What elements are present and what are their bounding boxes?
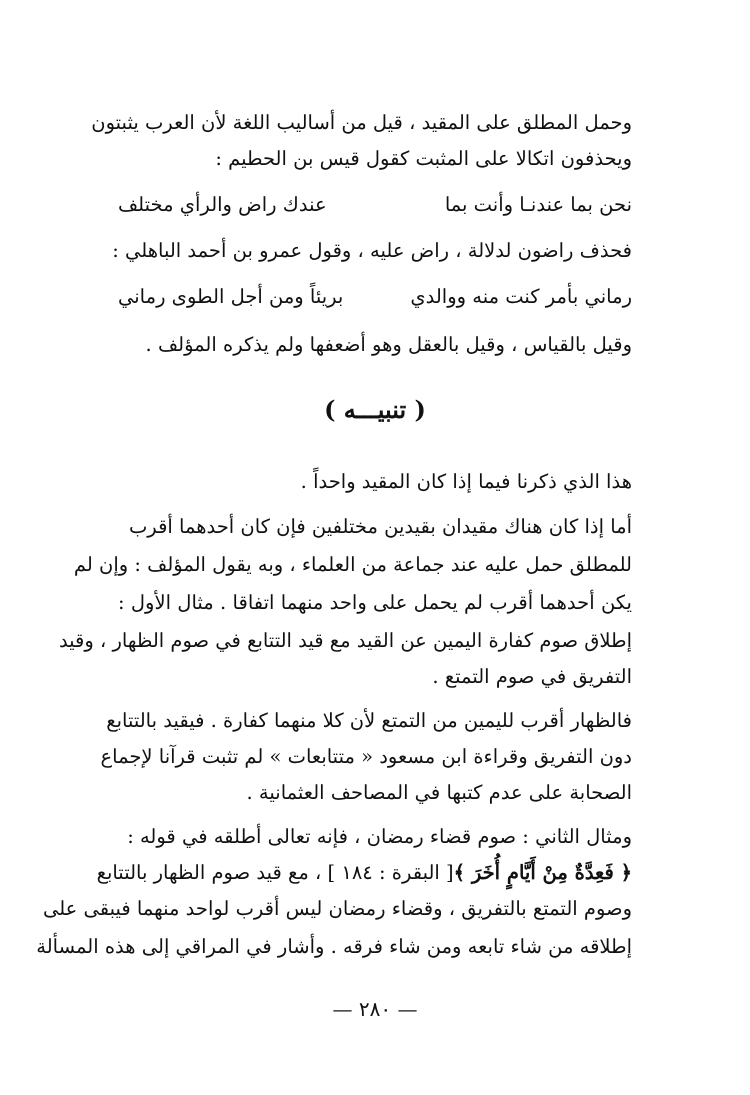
- verse-hemistich-second: بريئاً ومن أجل الطوى رماني: [118, 285, 344, 308]
- paragraph-line: وحمل المطلق على المقيد ، قيل من أساليب اللغة لأن العرب يثبتون: [91, 111, 632, 134]
- paragraph-line: ومثال الثاني : صوم قضاء رمضان ، فإنه تعالى أطلقه في قوله :: [127, 825, 632, 848]
- paragraph-line: فحذف راضون لدلالة ، راض عليه ، وقول عمرو بن أحمد الباهلي :: [112, 239, 632, 262]
- poem-verse: [118, 190, 632, 220]
- paragraph-line: إطلاق صوم كفارة اليمين عن القيد مع قيد التتابع في صوم الظهار ، وقيد: [58, 629, 632, 652]
- paragraph-line: التفريق في صوم التمتع .: [432, 665, 632, 688]
- paragraph-line: وصوم التمتع بالتفريق ، وقضاء رمضان ليس أقرب لواحد منهما فيبقى على: [42, 897, 632, 920]
- paragraph-line: دون التفريق وقراءة ابن مسعود « متتابعات » لم تثبت قرآنا لإجماع: [100, 745, 632, 768]
- paragraph-line: للمطلق حمل عليه عند جماعة من العلماء ، وبه يقول المؤلف : وإن لم: [73, 553, 632, 576]
- poem-verse: [118, 282, 632, 312]
- quran-verse: ﴿ فَعِدَّةٌ مِنْ أَيَّامٍ أُخَرَ ﴾: [453, 861, 632, 884]
- paragraph-line: أما إذا كان هناك مقيدان بقيدين مختلفين فإن كان أحدهما أقرب: [128, 515, 632, 538]
- paragraph-line: [96, 858, 632, 888]
- verse-hemistich-first: نحن بما عندنـا وأنت بما: [444, 193, 632, 216]
- paragraph-line: وقيل بالقياس ، وقيل بالعقل وهو أضعفها ولم يذكره المؤلف .: [145, 333, 632, 356]
- verse-hemistich-second: عندك راض والرأي مختلف: [118, 193, 327, 216]
- paragraph-line: الصحابة على عدم كتبها في المصاحف العثمانية .: [246, 781, 632, 804]
- paragraph-line: إطلاقه من شاء تابعه ومن شاء فرقه . وأشار في المراقي إلى هذه المسألة: [36, 935, 632, 958]
- section-heading: ( تنبيـــه ): [324, 395, 426, 424]
- paragraph-line: ويحذفون اتكالا على المثبت كقول قيس بن الحطيم :: [215, 147, 632, 170]
- verse-hemistich-first: رماني بأمر كنت منه ووالدي: [410, 285, 632, 308]
- paragraph-line: يكن أحدهما أقرب لم يحمل على واحد منهما اتفاقا . مثال الأول :: [118, 591, 632, 614]
- quran-reference-text: [ البقرة : ١٨٤ ] ، مع قيد صوم الظهار بالتتابع: [96, 861, 454, 884]
- paragraph-line: فالظهار أقرب لليمين من التمتع لأن كلا منهما كفارة . فيقيد بالتتابع: [106, 709, 632, 732]
- page-number: — ٢٨٠ —: [332, 997, 418, 1021]
- paragraph-line: هذا الذي ذكرنا فيما إذا كان المقيد واحداً .: [300, 470, 632, 493]
